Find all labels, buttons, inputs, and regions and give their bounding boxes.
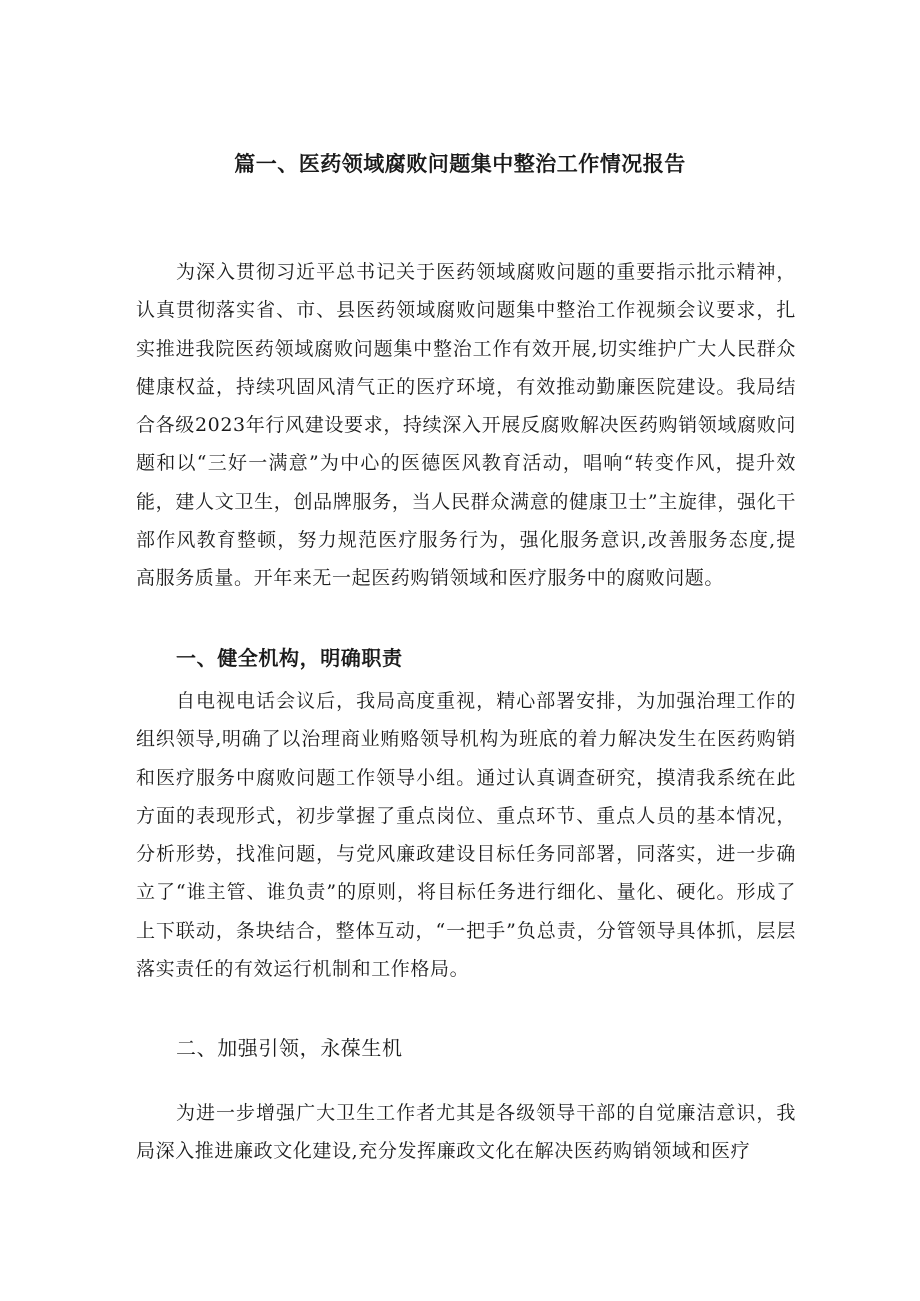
paragraph-section-2: 为进一步增强广大卫生工作者尤其是各级领导干部的自觉廉洁意识，我局深入推进廉政文化建设,充分发挥廉政文化在解决医药购销领域和医疗 xyxy=(136,1102,796,1163)
section-heading-1: 一、健全机构，明确职责 xyxy=(176,646,403,670)
paragraph-intro: 为深入贯彻习近平总书记关于医药领域腐败问题的重要指示批示精神，认真贯彻落实省、市、县医药领域腐败问题集中整治工作视频会议要求，扎实推进我院医药领域腐败问题集中整治工作有效开展,切实维护广大人民群众健康权益，持续巩固风清气正的医疗环境，有效推动勤廉医院建设。我局结合各级2023年行风建设要求，持续深入开展反腐败解决医药购销领域腐败问题和以“三好一满意”为中心的医德医风教育活动，唱响“转变作风，提升效能，建人文卫生，创品牌服务，当人民群众满意的健康卫士”主旋律，强化干部作风教育整顿，努力规范医疗服务行为，强化服务意识,改善服务态度,提高服务质量。开年来无一起医药购销领域和医疗服务中的腐败问题。 xyxy=(136,261,796,590)
document-title: 篇一、医药领域腐败问题集中整治工作情况报告 xyxy=(234,152,686,176)
paragraph-section-1: 自电视电话会议后，我局高度重视，精心部署安排，为加强治理工作的组织领导,明确了以治理商业贿赂领导机构为班底的着力解决发生在医药购销和医疗服务中腐败问题工作领导小组。通过认真调查研究，摸清我系统在此方面的表现形式，初步掌握了重点岗位、重点环节、重点人员的基本情况，分析形势，找准问题，与党风廉政建设目标任务同部署，同落实，进一步确立了“谁主管、谁负责”的原则，将目标任务进行细化、量化、硬化。形成了上下联动，条块结合，整体互动，“一把手”负总责，分管领导具体抓，层层落实责任的有效运行机制和工作格局。 xyxy=(136,690,796,981)
section-heading-2: 二、加强引领，永葆生机 xyxy=(176,1036,403,1060)
